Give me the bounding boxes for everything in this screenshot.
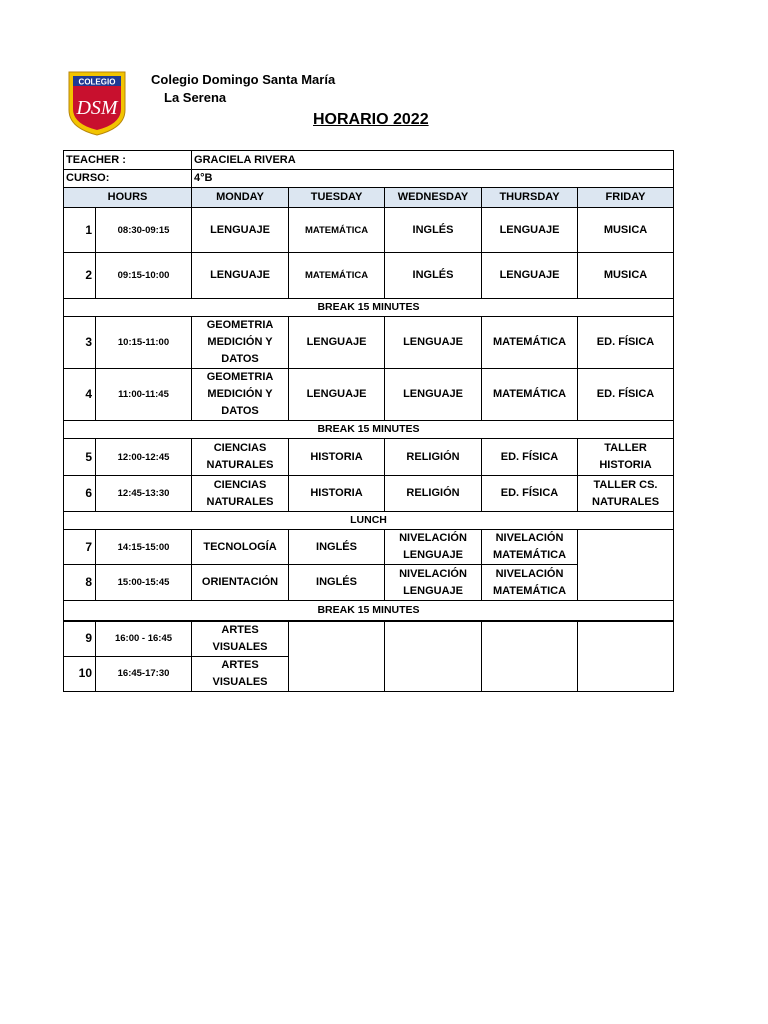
thursday-cell: LENGUAJE <box>482 253 578 299</box>
schedule-table <box>63 150 674 692</box>
period-row <box>64 208 674 253</box>
wednesday-cell: RELIGIÓN <box>385 476 482 512</box>
tuesday-empty-cell <box>289 621 385 692</box>
period-time: 08:30-09:15 <box>96 208 192 253</box>
wednesday-cell: NIVELACIÓN LENGUAJE <box>385 565 482 601</box>
monday-cell: LENGUAJE <box>192 253 289 299</box>
tuesday-cell: HISTORIA <box>289 476 385 512</box>
period-number: 8 <box>64 565 96 601</box>
period-row <box>64 476 674 512</box>
monday-cell: GEOMETRIA MEDICIÓN Y DATOS <box>192 317 289 369</box>
tuesday-cell: INGLÉS <box>289 565 385 601</box>
wednesday-cell: INGLÉS <box>385 253 482 299</box>
tuesday-cell: LENGUAJE <box>289 317 385 369</box>
wednesday-empty-cell <box>385 621 482 692</box>
friday-cell: MUSICA <box>578 208 674 253</box>
period-row <box>64 253 674 299</box>
teacher-value: GRACIELA RIVERA <box>192 151 674 170</box>
period-number: 5 <box>64 439 96 476</box>
friday-empty-cell <box>578 530 674 601</box>
col-wednesday: WEDNESDAY <box>385 188 482 208</box>
monday-cell: ARTES VISUALES <box>192 656 289 691</box>
monday-cell: GEOMETRIA MEDICIÓN Y DATOS <box>192 369 289 421</box>
period-time: 12:45-13:30 <box>96 476 192 512</box>
friday-cell: ED. FÍSICA <box>578 369 674 421</box>
period-time: 15:00-15:45 <box>96 565 192 601</box>
period-time: 14:15-15:00 <box>96 530 192 565</box>
break-row <box>64 421 674 439</box>
tuesday-cell: MATEMÁTICA <box>289 208 385 253</box>
friday-cell: TALLER HISTORIA <box>578 439 674 476</box>
lunch-label: LUNCH <box>64 512 674 530</box>
wednesday-cell: INGLÉS <box>385 208 482 253</box>
wednesday-cell: RELIGIÓN <box>385 439 482 476</box>
wednesday-cell: NIVELACIÓN LENGUAJE <box>385 530 482 565</box>
tuesday-cell: INGLÉS <box>289 530 385 565</box>
monday-cell: ARTES VISUALES <box>192 621 289 657</box>
thursday-cell: NIVELACIÓN MATEMÁTICA <box>482 530 578 565</box>
period-number: 4 <box>64 369 96 421</box>
break-row <box>64 601 674 621</box>
tuesday-cell: HISTORIA <box>289 439 385 476</box>
period-time: 09:15-10:00 <box>96 253 192 299</box>
thursday-cell: MATEMÁTICA <box>482 369 578 421</box>
wednesday-cell: LENGUAJE <box>385 317 482 369</box>
thursday-cell: ED. FÍSICA <box>482 439 578 476</box>
col-monday: MONDAY <box>192 188 289 208</box>
thursday-empty-cell <box>482 621 578 692</box>
period-row <box>64 530 674 565</box>
friday-cell: ED. FÍSICA <box>578 317 674 369</box>
col-tuesday: TUESDAY <box>289 188 385 208</box>
friday-cell: TALLER CS. NATURALES <box>578 476 674 512</box>
school-logo <box>66 70 128 136</box>
lunch-row <box>64 512 674 530</box>
thursday-cell: ED. FÍSICA <box>482 476 578 512</box>
thursday-cell: NIVELACIÓN MATEMÁTICA <box>482 565 578 601</box>
friday-empty-cell <box>578 621 674 692</box>
monday-cell: CIENCIAS NATURALES <box>192 476 289 512</box>
tuesday-cell: MATEMÁTICA <box>289 253 385 299</box>
period-row <box>64 621 674 657</box>
period-time: 10:15-11:00 <box>96 317 192 369</box>
break-label: BREAK 15 MINUTES <box>64 421 674 439</box>
friday-cell: MUSICA <box>578 253 674 299</box>
thursday-cell: MATEMÁTICA <box>482 317 578 369</box>
col-friday: FRIDAY <box>578 188 674 208</box>
logo-top-text: COLEGIO <box>78 77 116 87</box>
col-hours: HOURS <box>64 188 192 208</box>
period-number: 9 <box>64 621 96 657</box>
thursday-cell: LENGUAJE <box>482 208 578 253</box>
period-number: 1 <box>64 208 96 253</box>
period-number: 7 <box>64 530 96 565</box>
tuesday-cell: LENGUAJE <box>289 369 385 421</box>
period-row <box>64 369 674 421</box>
period-time: 11:00-11:45 <box>96 369 192 421</box>
curso-label: CURSO: <box>64 170 192 188</box>
curso-row <box>64 170 674 188</box>
period-time: 12:00-12:45 <box>96 439 192 476</box>
teacher-row <box>64 151 674 170</box>
curso-value: 4°B <box>192 170 674 188</box>
period-number: 3 <box>64 317 96 369</box>
monday-cell: LENGUAJE <box>192 208 289 253</box>
period-time: 16:00 - 16:45 <box>96 621 192 657</box>
period-time: 16:45-17:30 <box>96 656 192 691</box>
teacher-label: TEACHER : <box>64 151 192 170</box>
break-label: BREAK 15 MINUTES <box>64 601 674 621</box>
wednesday-cell: LENGUAJE <box>385 369 482 421</box>
break-row <box>64 299 674 317</box>
header-row <box>64 188 674 208</box>
monday-cell: CIENCIAS NATURALES <box>192 439 289 476</box>
monday-cell: TECNOLOGÍA <box>192 530 289 565</box>
period-number: 10 <box>64 656 96 691</box>
school-name: Colegio Domingo Santa María <box>151 72 336 87</box>
period-number: 2 <box>64 253 96 299</box>
break-label: BREAK 15 MINUTES <box>64 299 674 317</box>
period-row <box>64 439 674 476</box>
school-city: La Serena <box>164 90 227 105</box>
period-row <box>64 317 674 369</box>
period-number: 6 <box>64 476 96 512</box>
monday-cell: ORIENTACIÓN <box>192 565 289 601</box>
logo-letters: DSM <box>76 97 118 119</box>
col-thursday: THURSDAY <box>482 188 578 208</box>
page-title: HORARIO 2022 <box>313 111 429 128</box>
